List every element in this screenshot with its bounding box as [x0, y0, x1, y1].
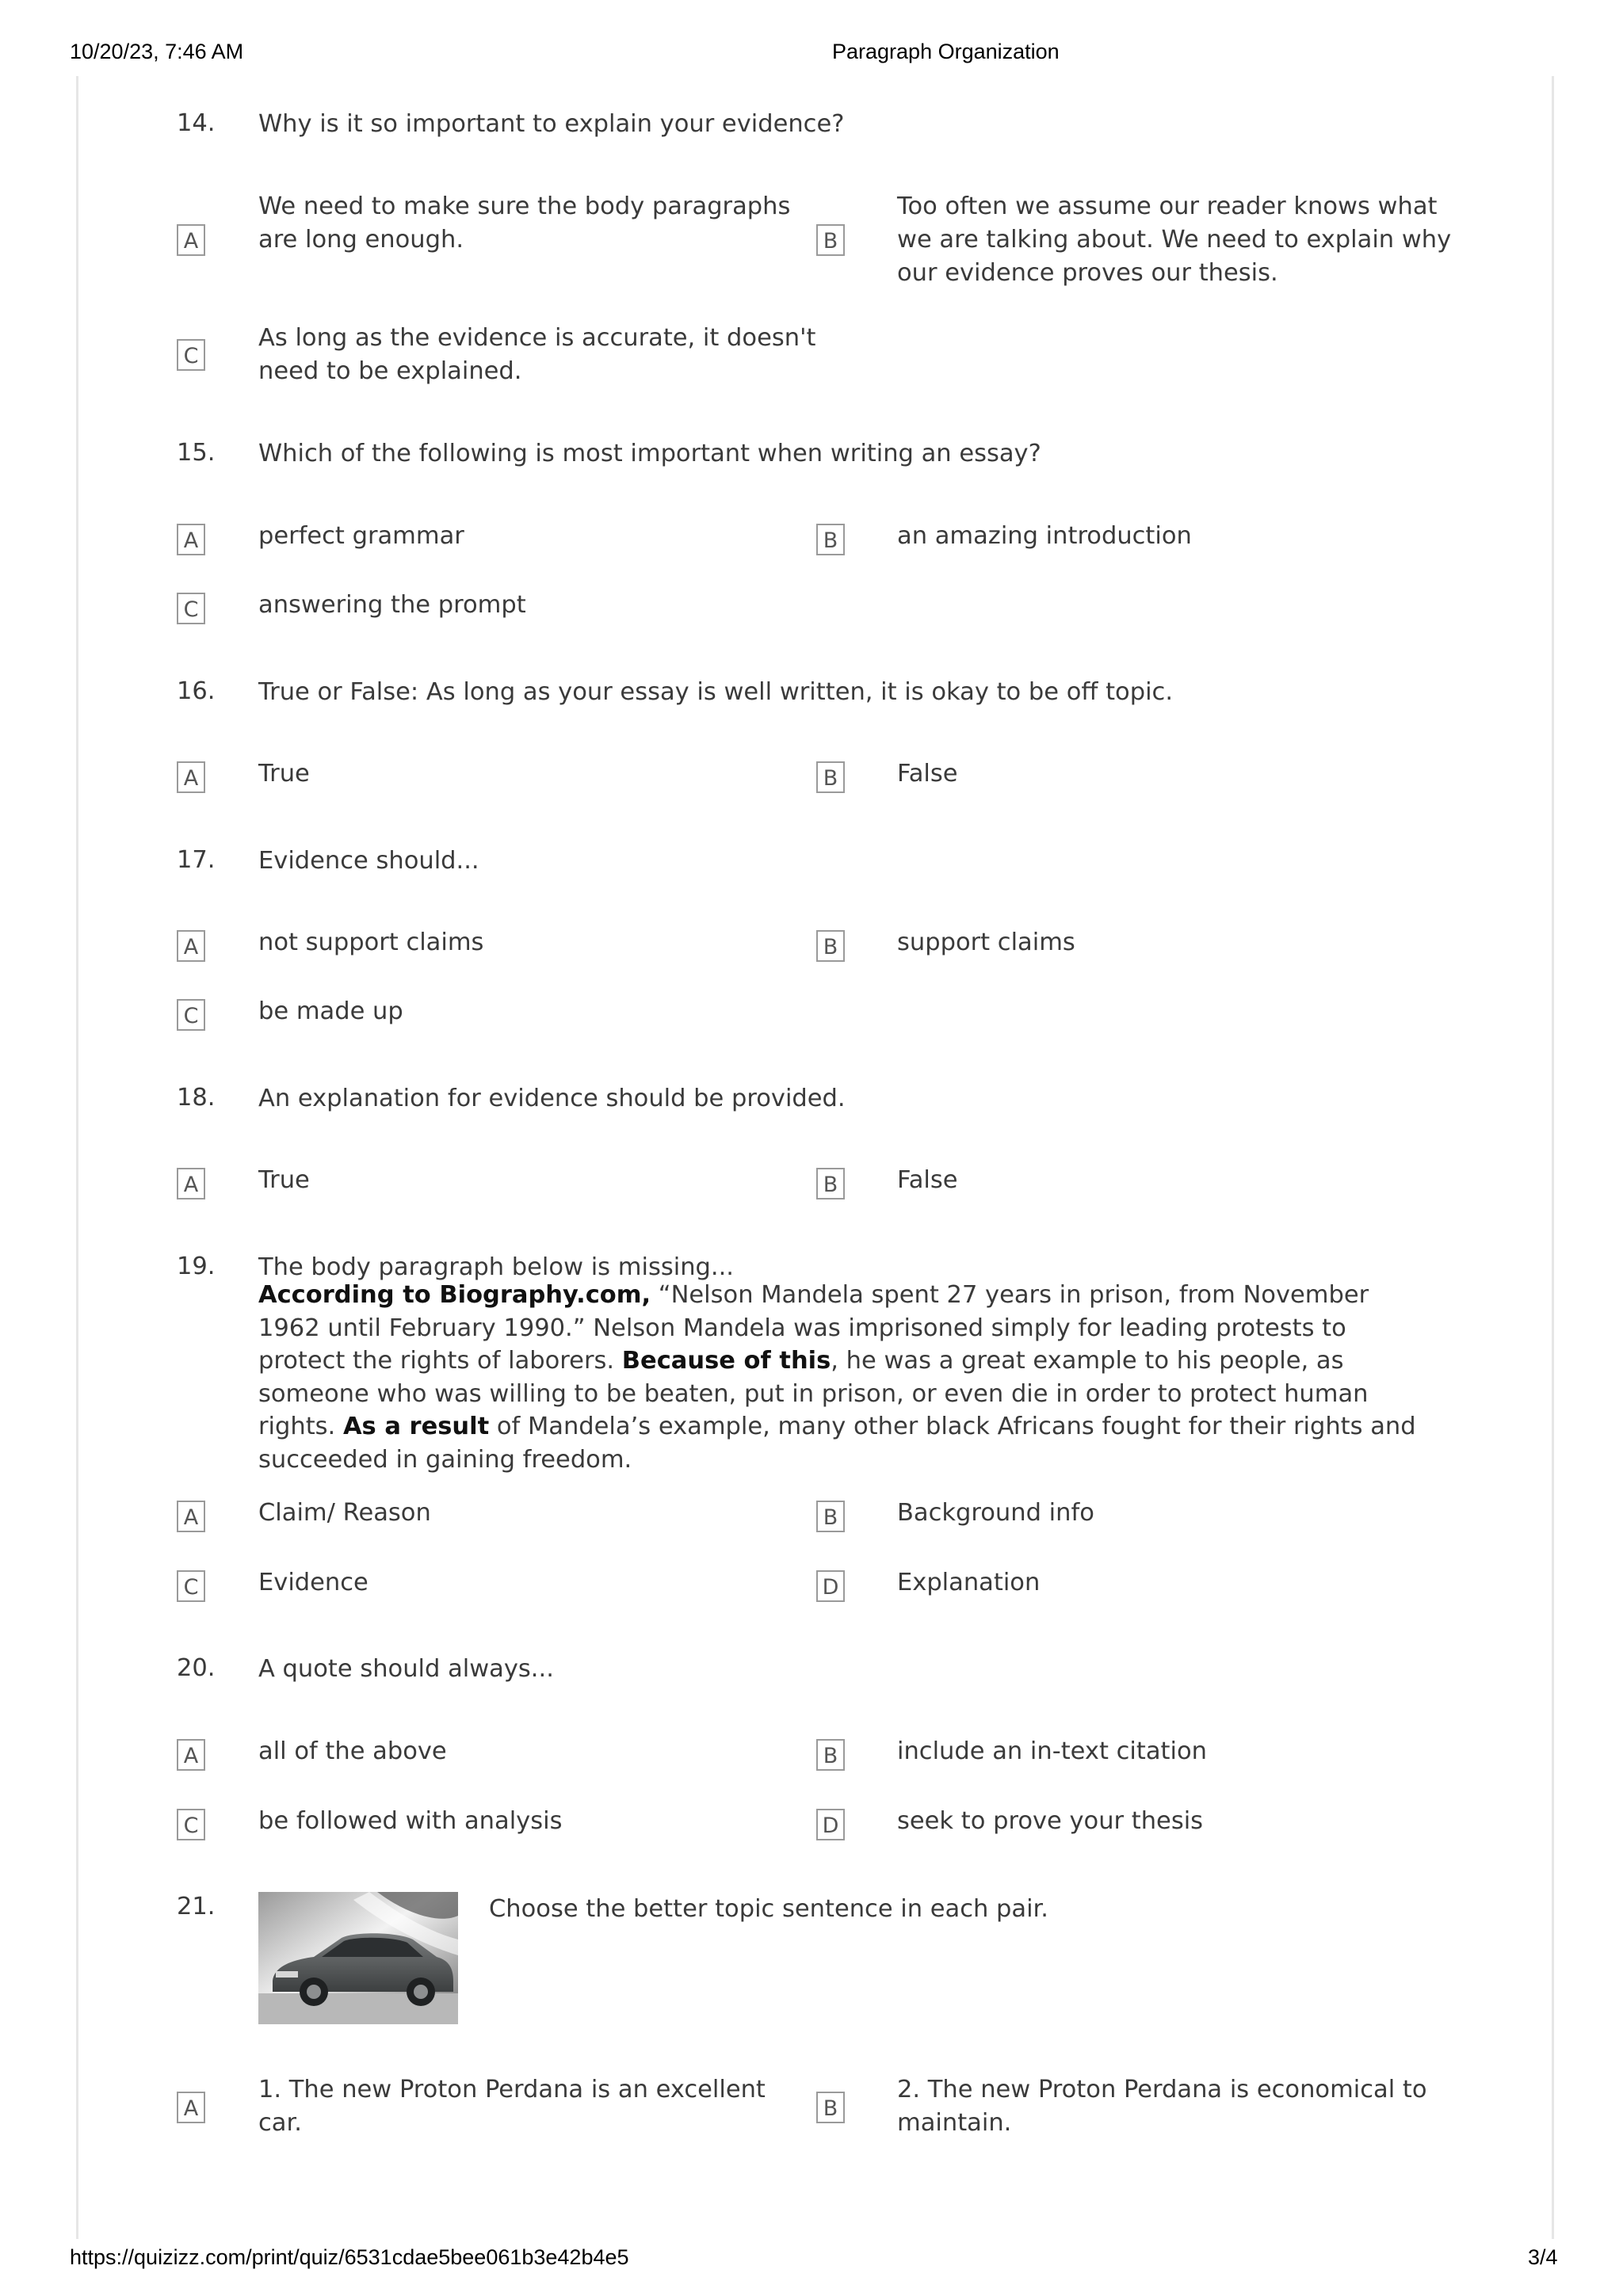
option-letter-box[interactable]: C	[177, 593, 205, 624]
option-text: True	[258, 760, 310, 788]
option-text: perfect grammar	[258, 522, 464, 550]
option-letter-box[interactable]: A	[177, 224, 205, 256]
option-letter-box[interactable]: A	[177, 1501, 205, 1532]
question-number: 16.	[177, 677, 216, 705]
option-text: Background info	[897, 1499, 1094, 1527]
option-text: We need to make sure the body paragraphs are long enough.	[258, 193, 791, 254]
question-paragraph	[258, 1279, 1431, 1476]
option-text: be made up	[258, 997, 403, 1025]
option-letter-box[interactable]: C	[177, 1809, 205, 1840]
question-text: Evidence should...	[258, 847, 479, 875]
option-letter-box[interactable]: B	[816, 224, 845, 256]
option-text: Claim/ Reason	[258, 1499, 431, 1527]
option-letter-box[interactable]: A	[177, 761, 205, 793]
option-letter-box[interactable]: B	[816, 930, 845, 962]
paragraph-bold-3: As a result	[342, 1413, 490, 1440]
option-text: Evidence	[258, 1569, 369, 1596]
question-number: 15.	[177, 439, 216, 467]
page-frame-left	[76, 76, 78, 2239]
page-title: Paragraph Organization	[832, 40, 1060, 63]
question-number: 14.	[177, 109, 216, 137]
question-number: 18.	[177, 1084, 216, 1112]
option-text: Too often we assume our reader knows what we are talking about. We need to explain why our evidence proves our thesis.	[897, 193, 1452, 287]
option-text: not support claims	[258, 929, 484, 956]
question-number: 17.	[177, 846, 216, 874]
option-letter-box[interactable]: B	[816, 1739, 845, 1771]
option-letter-box[interactable]: C	[177, 339, 205, 371]
option-text: all of the above	[258, 1737, 447, 1765]
option-letter-box[interactable]: B	[816, 2092, 845, 2123]
question-text: Why is it so important to explain your evidence?	[258, 110, 845, 138]
option-letter-box[interactable]: D	[816, 1570, 845, 1602]
paragraph-bold-1: According to Biography.com,	[258, 1281, 651, 1309]
paragraph-bold-2: Because of this	[621, 1347, 831, 1375]
question-number: 21.	[177, 1893, 216, 1920]
option-letter-box[interactable]: B	[816, 524, 845, 555]
question-text: Which of the following is most important when writing an essay?	[258, 440, 1041, 467]
option-letter-box[interactable]: A	[177, 1168, 205, 1199]
option-letter-box[interactable]: B	[816, 1168, 845, 1199]
page-url: https://quizizz.com/print/quiz/6531cdae5bee061b3e42b4e5	[70, 2245, 629, 2269]
paragraph-text-1: “Nelson Mandela spent 27 years in prison, from November 1962 until February 1990.” Nelson Mandela was imprisoned simply for leading protests to protect the rights of laborers.	[258, 1281, 1369, 1375]
print-datetime: 10/20/23, 7:46 AM	[70, 40, 244, 63]
option-text: include an in-text citation	[897, 1737, 1207, 1765]
option-text: support claims	[897, 929, 1075, 956]
question-text: True or False: As long as your essay is well written, it is okay to be off topic.	[258, 678, 1174, 706]
option-text: 1. The new Proton Perdana is an excellent car.	[258, 2076, 766, 2137]
question-text: The body paragraph below is missing...	[258, 1253, 734, 1281]
question-text: Choose the better topic sentence in each pair.	[489, 1895, 1048, 1923]
option-letter-box[interactable]: A	[177, 930, 205, 962]
option-text: seek to prove your thesis	[897, 1807, 1204, 1835]
option-text: As long as the evidence is accurate, it doesn't need to be explained.	[258, 324, 816, 385]
option-text: answering the prompt	[258, 591, 526, 619]
question-number: 20.	[177, 1654, 216, 1682]
option-text: False	[897, 760, 958, 788]
option-text: an amazing introduction	[897, 522, 1192, 550]
option-letter-box[interactable]: C	[177, 1570, 205, 1602]
option-text: be followed with analysis	[258, 1807, 563, 1835]
question-text: A quote should always...	[258, 1655, 554, 1683]
car-image	[258, 1892, 458, 2024]
option-letter-box[interactable]: C	[177, 999, 205, 1031]
option-text: False	[897, 1166, 958, 1194]
option-letter-box[interactable]: D	[816, 1809, 845, 1840]
page-frame-right	[1552, 76, 1554, 2239]
question-text: An explanation for evidence should be provided.	[258, 1085, 846, 1112]
option-letter-box[interactable]: B	[816, 761, 845, 793]
option-letter-box[interactable]: A	[177, 1739, 205, 1771]
option-letter-box[interactable]: A	[177, 2092, 205, 2123]
option-letter-box[interactable]: A	[177, 524, 205, 555]
page-number: 3/4	[1528, 2245, 1558, 2269]
paragraph-text-2: , he was a great example to his people, as someone who was willing to be beaten, put in prison, or even die in order to protect human rights.	[258, 1347, 1369, 1440]
option-letter-box[interactable]: B	[816, 1501, 845, 1532]
option-text: 2. The new Proton Perdana is economical to maintain.	[897, 2076, 1427, 2137]
paragraph-text-3: of Mandela’s example, many other black Africans fought for their rights and succeeded in gaining freedom.	[258, 1413, 1416, 1474]
option-text: True	[258, 1166, 310, 1194]
question-number: 19.	[177, 1253, 216, 1280]
option-text: Explanation	[897, 1569, 1041, 1596]
